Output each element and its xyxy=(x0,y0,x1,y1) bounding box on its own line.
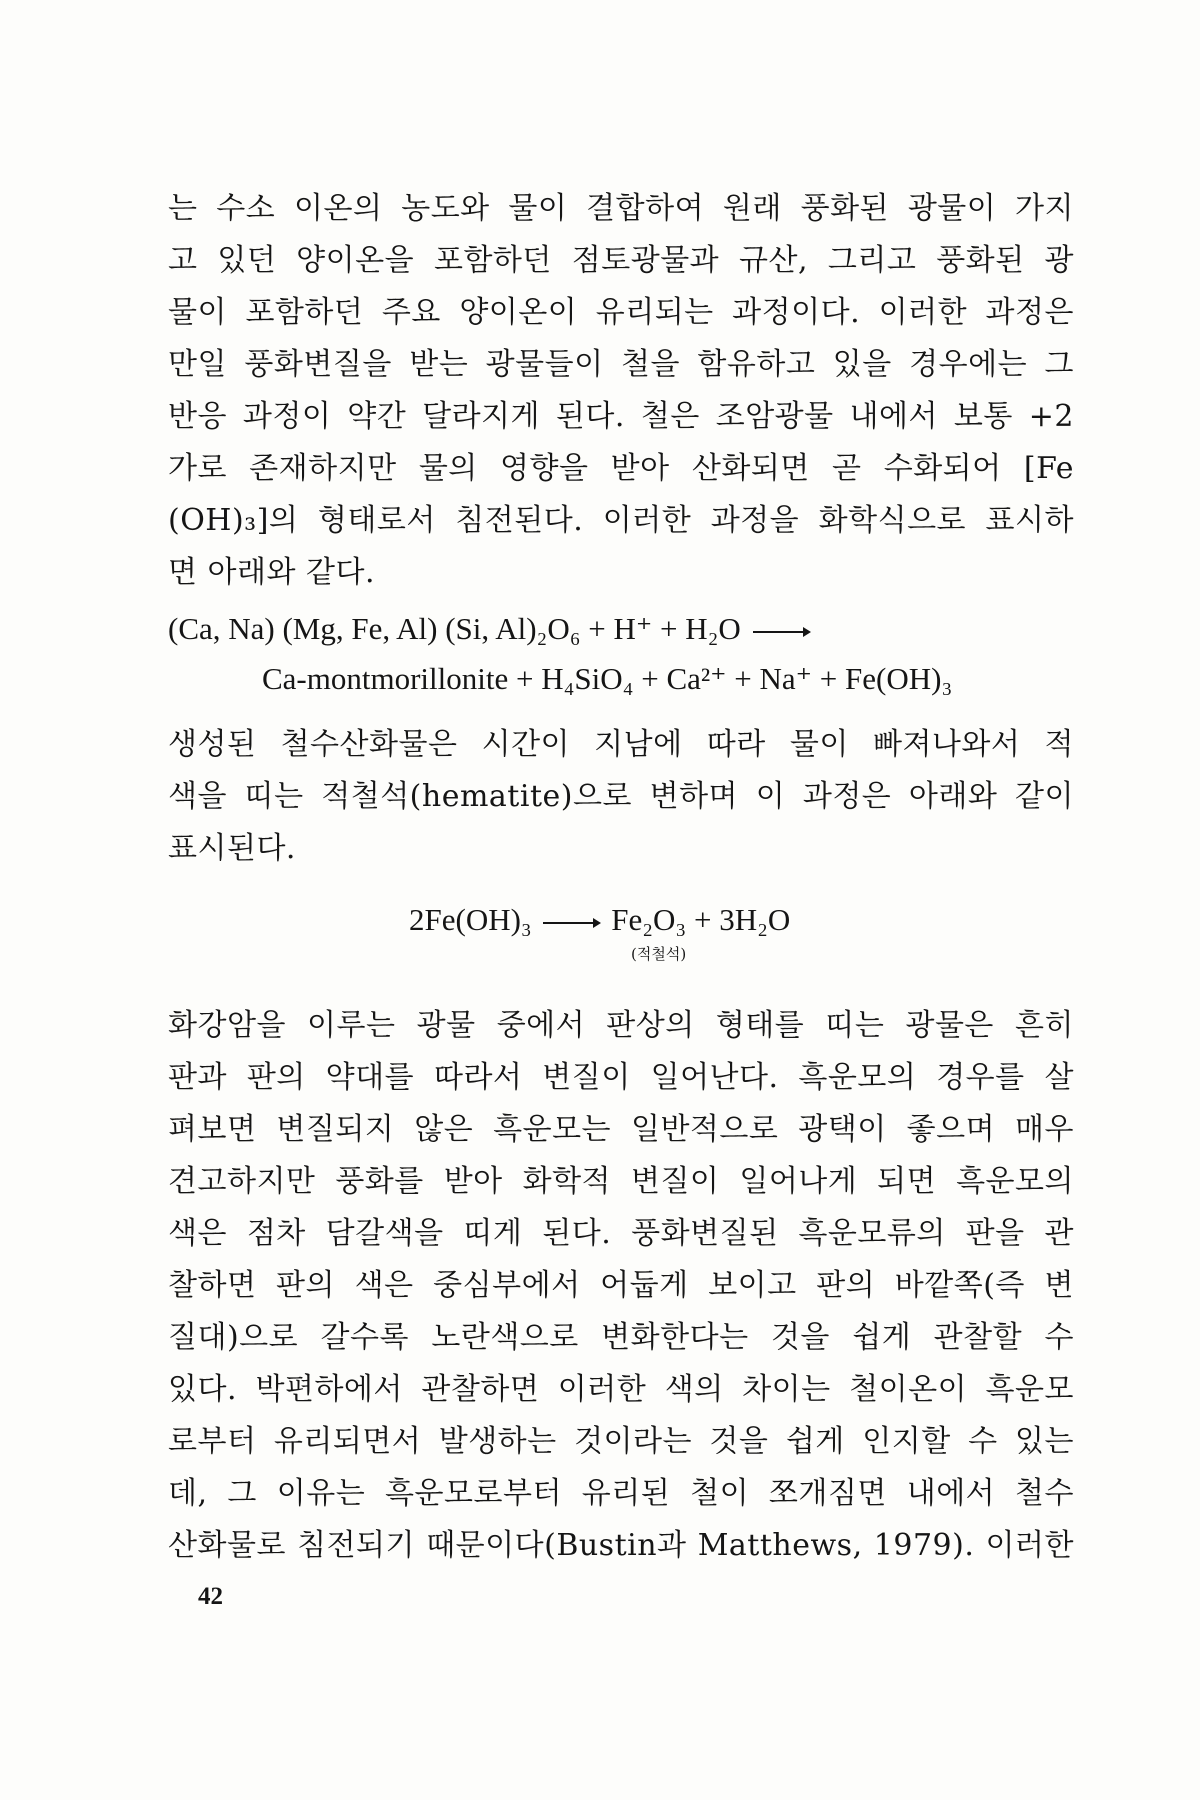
equation-products: Ca-montmorillonite + H₄SiO₄ + Ca²⁺ + Na⁺ + Fe(OH)₃ xyxy=(262,661,953,696)
chemical-equation-reactants xyxy=(168,606,813,652)
equation-right: Fe₂O₃ + 3H₂O xyxy=(611,902,791,937)
text-line: 판과 판의 약대를 따라서 변질이 일어난다. 흑운모의 경우를 살 xyxy=(168,1060,1074,1095)
text-line: 펴보면 변질되지 않은 흑운모는 일반적으로 광택이 좋으며 매우 xyxy=(168,1112,1074,1147)
text-line: 로부터 유리되면서 발생하는 것이라는 것을 쉽게 인지할 수 있는 xyxy=(168,1424,1074,1459)
paragraph-biotite xyxy=(168,1000,1074,1572)
text-line: 반응 과정이 약간 달라지게 된다. 철은 조암광물 내에서 보통 +2 xyxy=(168,399,1074,434)
text-line: (OH)₃]의 형태로서 침전된다. 이러한 과정을 화학식으로 표시하 xyxy=(168,503,1074,538)
text-line: 색을 띠는 적철석(hematite)으로 변하며 이 과정은 아래와 같이 xyxy=(168,779,1074,814)
text-line: 표시된다. xyxy=(168,831,296,866)
text-line: 생성된 철수산화물은 시간이 지남에 따라 물이 빠져나와서 적 xyxy=(168,727,1074,762)
chemical-equation-products xyxy=(262,656,952,702)
text-line: 견고하지만 풍화를 받아 화학적 변질이 일어나게 되면 흑운모의 xyxy=(168,1164,1074,1199)
equation-left: 2Fe(OH)₃ xyxy=(409,902,532,937)
text-line: 고 있던 양이온을 포함하던 점토광물과 규산, 그리고 풍화된 광 xyxy=(168,243,1074,278)
text-line: 만일 풍화변질을 받는 광물들이 철을 함유하고 있을 경우에는 그 xyxy=(168,347,1074,382)
chemical-equation-hematite xyxy=(409,897,790,943)
text-line: 는 수소 이온의 농도와 물이 결합하여 원래 풍화된 광물이 가지 xyxy=(168,191,1074,226)
text-line: 화강암을 이루는 광물 중에서 판상의 형태를 띠는 광물은 흔히 xyxy=(168,1008,1074,1043)
text-line: 색은 점차 담갈색을 띠게 된다. 풍화변질된 흑운모류의 판을 관 xyxy=(168,1216,1074,1251)
text-line: 있다. 박편하에서 관찰하면 이러한 색의 차이는 철이온이 흑운모 xyxy=(168,1372,1074,1407)
equation-reactants: (Ca, Na) (Mg, Fe, Al) (Si, Al)₂O₆ + H⁺ + H₂O xyxy=(168,611,741,646)
text-line: 면 아래와 같다. xyxy=(168,555,375,590)
reaction-arrow xyxy=(543,922,599,924)
paragraph-hematite xyxy=(168,719,1074,875)
text-line: 물이 포함하던 주요 양이온이 유리되는 과정이다. 이러한 과정은 xyxy=(168,295,1074,330)
text-line: 데, 그 이유는 흑운모로부터 유리된 철이 쪼개짐면 내에서 철수 xyxy=(168,1476,1074,1511)
text-line: 질대)으로 갈수록 노란색으로 변화한다는 것을 쉽게 관찰할 수 xyxy=(168,1320,1074,1355)
text-line: 찰하면 판의 색은 중심부에서 어둡게 보이고 판의 바깥쪽(즉 변 xyxy=(168,1268,1074,1303)
equation-note: (적철석) xyxy=(631,945,687,963)
text-line: 산화물로 침전되기 때문이다(Bustin과 Matthews, 1979). 이러한 xyxy=(168,1528,1074,1563)
page-number: 42 xyxy=(198,1583,223,1610)
reaction-arrow xyxy=(753,631,809,633)
paragraph-weathering-process xyxy=(168,183,1074,599)
text-line: 가로 존재하지만 물의 영향을 받아 산화되면 곧 수화되어 [Fe xyxy=(168,451,1074,486)
